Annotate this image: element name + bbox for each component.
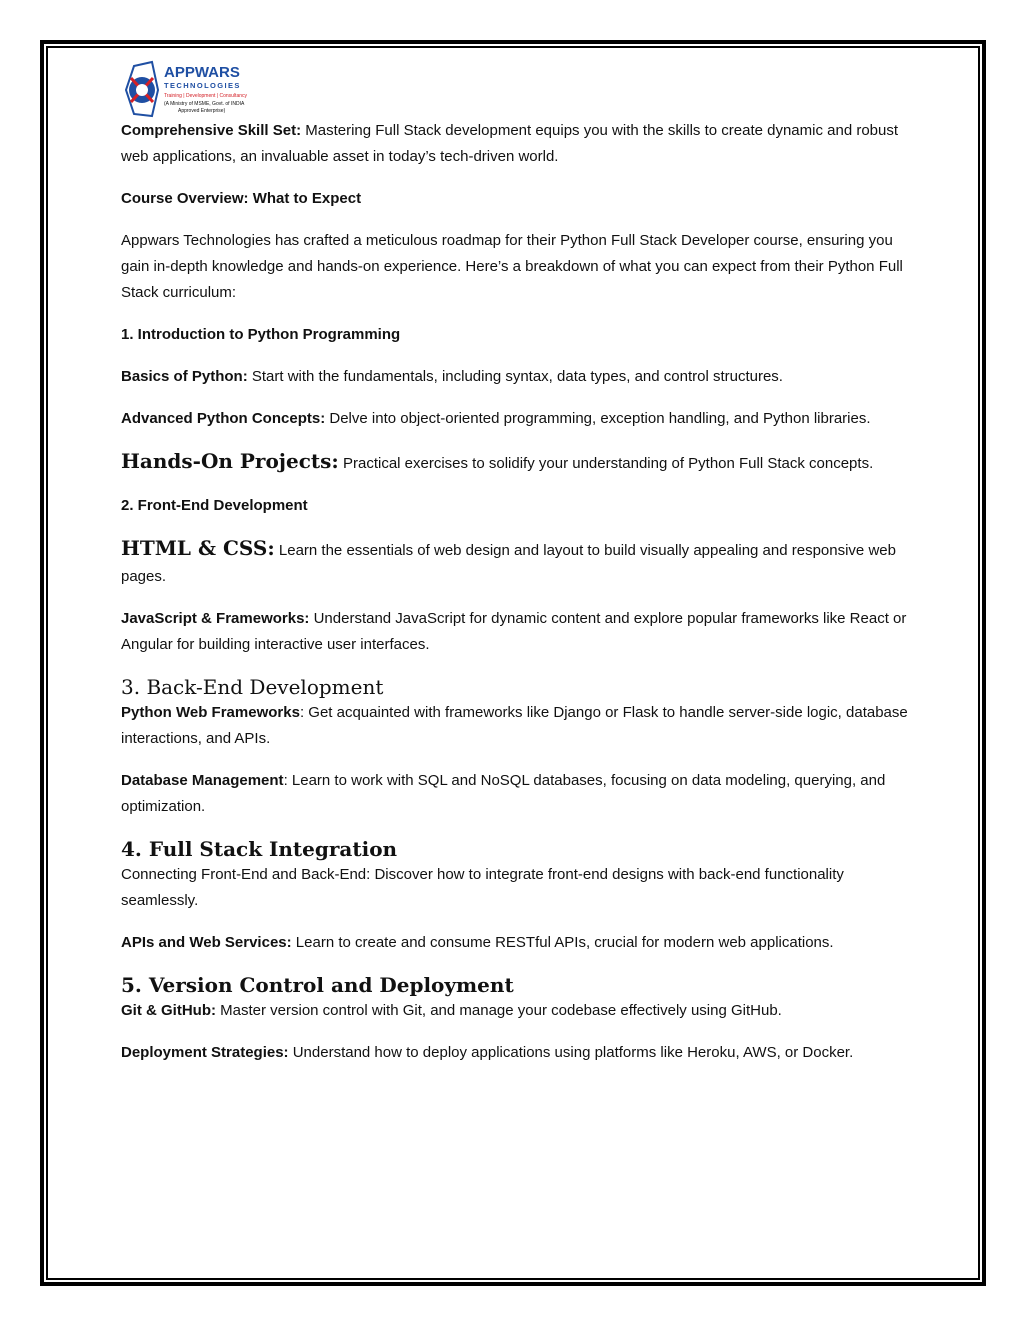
python-basics-text: Start with the fundamentals, including syntax, data types, and control structures. xyxy=(247,368,783,385)
database-paragraph xyxy=(121,768,911,820)
logo-note-2: Approved Enterprise) xyxy=(178,108,226,114)
appwars-logo xyxy=(122,60,254,120)
apis-text: Learn to create and consume RESTful APIs, crucial for modern web applications. xyxy=(291,934,834,951)
logo-name: APPWARS xyxy=(164,64,240,81)
git-paragraph xyxy=(121,998,911,1024)
deployment-paragraph xyxy=(121,1040,911,1066)
html-css-paragraph xyxy=(121,535,911,590)
web-frameworks-text: : Get acquainted with frameworks like Django or Flask to handle server-side logic, database interactions, and APIs. xyxy=(121,704,908,747)
apis-lead: APIs and Web Services: xyxy=(121,934,292,951)
skill-set-paragraph xyxy=(121,118,911,170)
advanced-python-paragraph xyxy=(121,406,911,432)
hands-on-text: Practical exercises to solidify your understanding of Python Full Stack concepts. xyxy=(338,455,874,472)
apis-paragraph xyxy=(121,930,911,956)
python-basics-paragraph xyxy=(121,364,911,390)
logo-note-1: (A Ministry of MSME, Govt. of INDIA xyxy=(164,101,245,107)
integration-paragraph: Connecting Front-End and Back-End: Discover how to integrate front-end designs with back-end functionality seamlessly. xyxy=(121,866,844,909)
section-2-heading-text: 2. Front-End Development xyxy=(121,497,308,514)
html-css-lead: HTML & CSS: xyxy=(121,536,275,560)
section-1-heading xyxy=(121,322,911,348)
html-css-text: Learn the essentials of web design and layout to build visually appealing and responsive web pages. xyxy=(121,542,896,585)
javascript-lead: JavaScript & Frameworks: xyxy=(121,610,310,627)
skill-set-lead: Comprehensive Skill Set: xyxy=(121,122,302,139)
git-lead: Git & GitHub: xyxy=(121,1002,216,1019)
skill-set-text: Mastering Full Stack development equips you with the skills to create dynamic and robust web applications, an invaluable asset in today’s tech-driven world. xyxy=(121,122,899,165)
section-3-heading: 3. Back-End Development xyxy=(121,675,384,699)
git-text: Master version control with Git, and manage your codebase effectively using GitHub. xyxy=(215,1002,782,1019)
javascript-text: Understand JavaScript for dynamic content and explore popular frameworks like React or Angular for building interactive user interfaces. xyxy=(121,610,907,653)
deployment-text: Understand how to deploy applications using platforms like Heroku, AWS, or Docker. xyxy=(288,1044,854,1061)
database-text: : Learn to work with SQL and NoSQL databases, focusing on data modeling, querying, and optimization. xyxy=(121,772,886,815)
web-frameworks-paragraph xyxy=(121,700,911,752)
python-basics-lead: Basics of Python: xyxy=(121,368,248,385)
database-lead: Database Management xyxy=(121,772,284,789)
section-1-heading-text: 1. Introduction to Python Programming xyxy=(121,326,401,343)
javascript-paragraph xyxy=(121,606,911,658)
overview-paragraph: Appwars Technologies has crafted a meticulous roadmap for their Python Full Stack Developer course, ensuring you gain in-depth knowledge and hands-on experience. Here’s a breakdown of what you can expect from their Python Full Stack curriculum: xyxy=(121,232,903,301)
web-frameworks-lead: Python Web Frameworks xyxy=(121,704,300,721)
hands-on-lead: Hands-On Projects: xyxy=(121,449,339,473)
advanced-python-text: Delve into object-oriented programming, exception handling, and Python libraries. xyxy=(325,410,871,427)
overview-heading-text: Course Overview: What to Expect xyxy=(121,190,362,207)
logo-sub: TECHNOLOGIES xyxy=(164,81,241,90)
section-2-heading xyxy=(121,493,911,519)
hands-on-paragraph xyxy=(121,448,911,477)
document-body xyxy=(121,118,911,1082)
deployment-lead: Deployment Strategies: xyxy=(121,1044,289,1061)
section-5-heading: 5. Version Control and Deployment xyxy=(121,973,514,997)
section-4-heading: 4. Full Stack Integration xyxy=(121,837,398,861)
logo-tagline: Training | Development | Consultancy xyxy=(164,93,248,99)
advanced-python-lead: Advanced Python Concepts: xyxy=(121,410,326,427)
overview-heading xyxy=(121,186,911,212)
